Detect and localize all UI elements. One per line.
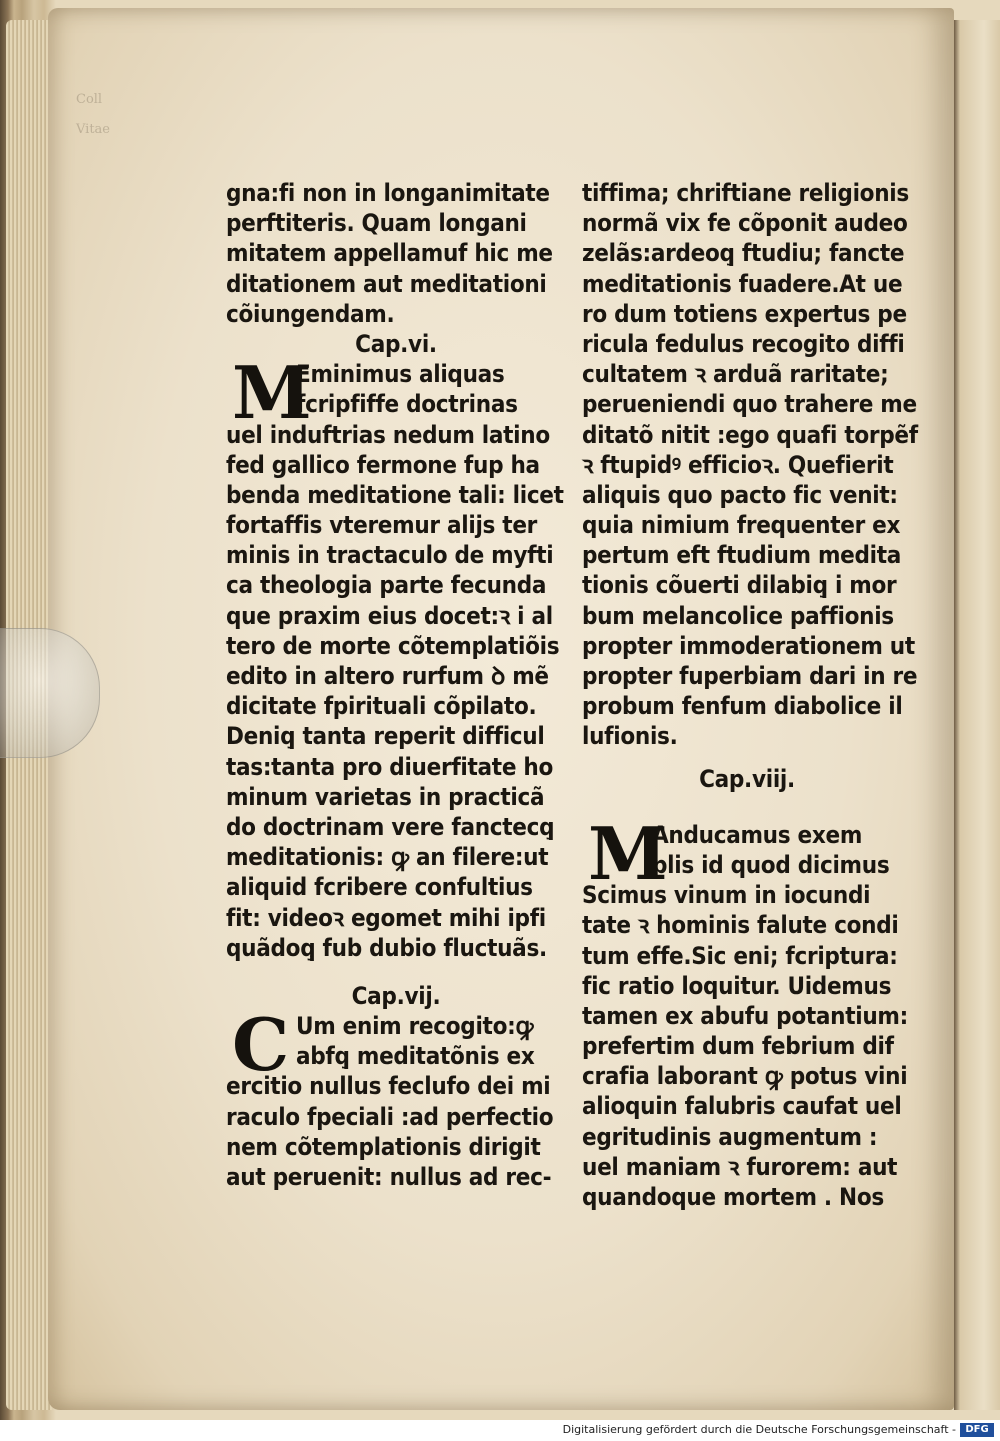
text-line: cultatem ꝛ arduã raritate;: [582, 360, 889, 389]
left-column: [226, 178, 566, 1192]
text-line: ercitio nullus feclufo dei mi: [226, 1072, 551, 1101]
text-line: probum fenfum diabolice il: [582, 692, 903, 721]
chapter-heading: Cap.vi.: [355, 329, 437, 358]
text-line: fcripfiffe doctrinas: [296, 390, 518, 419]
text-line: meditationis fuadere.At ue: [582, 269, 903, 298]
right-column: [582, 178, 918, 1212]
text-line: ꝛ ftupidꝰ efficioꝛ. Quefierit: [582, 450, 894, 479]
text-line: bum melancolice paffionis: [582, 601, 894, 630]
text-line: perueniendi quo trahere me: [582, 390, 917, 419]
text-line: ditatõ nitit :ego quafi torpẽf: [582, 420, 918, 449]
chapter-heading: Cap.viij.: [699, 764, 795, 793]
drop-initial: M: [588, 810, 668, 896]
text-line: pertum eft ftudium medita: [582, 541, 902, 570]
section-viii: [582, 810, 912, 1212]
text-line: tionis cõuerti dilabiq̧ i mor: [582, 571, 897, 600]
text-line: tiffima; chriftiane religionis: [582, 179, 909, 207]
text-line: quandoque mortem . Nos: [582, 1183, 884, 1211]
text-line: minum varietas in practicã: [226, 782, 545, 811]
text-line: Scimus vinum in iocundi: [582, 881, 871, 910]
text-line: fic ratio loquitur. Uidemus: [582, 971, 892, 1000]
text-line: Eminimus aliquas: [296, 360, 505, 389]
text-line: mitatem appellamuf hic me: [226, 239, 553, 268]
text-line: Deniq̧ tanta reperit difficul: [226, 722, 545, 751]
text-line: aliquid fcribere confultius: [226, 873, 533, 902]
text-line: propter immoderationem ut: [582, 631, 915, 660]
text-line: tamen ex abufu potantium:: [582, 1001, 908, 1030]
text-line: fortaffis vteremur alijs ter: [226, 511, 538, 540]
text-line: plis id quod dicimus: [652, 850, 890, 879]
text-line: crafia laborant ꝙ potus vini: [582, 1062, 908, 1091]
text-line: fed gallico fermone fup ha: [226, 450, 540, 479]
next-page-edge: [954, 20, 1000, 1410]
text-line: propter fuperbiam dari in re: [582, 662, 918, 690]
text-line: tero de morte cõtemplatiõis: [226, 631, 560, 660]
text-line: zelãs:ardeoq̧ ftudiu; fancte: [582, 239, 905, 268]
text-line: prefertim dum febrium dif: [582, 1032, 894, 1061]
text-line: benda meditatione tali: licet: [226, 480, 564, 509]
text-line: tum effe.Sic eni; fcriptura:: [582, 941, 898, 970]
section-vi: [226, 350, 566, 963]
margin-note-1: Coll: [76, 92, 103, 107]
text-line: aliquis quo pacto fic venit:: [582, 480, 898, 509]
drop-initial: M: [232, 350, 312, 436]
text-line: que praxim eius docet:ꝛ i al: [226, 601, 553, 630]
text-line: edito in altero rurfum ꝺ mẽ: [226, 662, 549, 690]
text-line: uel maniam ꝛ furorem: aut: [582, 1152, 898, 1181]
text-line: ro dum totiens expertus pe: [582, 299, 907, 328]
funding-notice: Digitalisierung gefördert durch die Deutsche Forschungsgemeinschaft -: [562, 1423, 956, 1436]
text-line: tate ꝛ hominis falute condi: [582, 911, 899, 940]
footer-bar: [0, 1420, 1000, 1441]
text-line: minis in tractaculo de myfti: [226, 541, 554, 570]
text-line: ditationem aut meditationi: [226, 269, 547, 298]
text-line: abfq̧ meditatõnis ex: [296, 1042, 535, 1071]
text-line: nem cõtemplationis dirigit: [226, 1132, 541, 1161]
section-vii: [226, 1002, 566, 1192]
drop-initial: C: [232, 1002, 290, 1088]
text-line: fit: videoꝛ egomet mihi ipfi: [226, 903, 546, 932]
text-line: normã vix fe cõponit audeo: [582, 209, 908, 238]
text-line: Um enim recogito:ꝙ: [296, 1012, 534, 1041]
text-line: raculo fpeciali :ad perfectio: [226, 1102, 554, 1131]
text-line: quãdoq̧ fub dubio fluctuãs.: [226, 933, 547, 962]
text-line: meditationis: ꝙ an filere:ut: [226, 843, 549, 872]
text-line: Anducamus exem: [652, 820, 863, 849]
text-line: alioquin falubris caufat uel: [582, 1092, 902, 1121]
text-line: egritudinis augmentum :: [582, 1122, 878, 1151]
text-line: perftiteris. Quam longani: [226, 209, 527, 238]
text-line: quia nimium frequenter ex: [582, 511, 901, 540]
text-line: uel induftrias nedum latino: [226, 420, 550, 449]
text-line: do doctrinam vere fanctecq̧: [226, 812, 555, 841]
text-line: ricula fedulus recogito diffi: [582, 329, 905, 358]
text-line: cõiungendam.: [226, 299, 395, 328]
chapter-heading: Cap.vij.: [351, 981, 441, 1010]
margin-note-2: Vitae: [76, 122, 110, 137]
dfg-logo: DFG: [960, 1423, 994, 1437]
text-line: lufionis.: [582, 722, 678, 751]
text-line: ca theologia parte fecunda: [226, 571, 547, 600]
text-line: dicitate fpirituali cõpilato.: [226, 692, 537, 721]
text-line: tas:tanta pro diuerfitate ho: [226, 752, 554, 781]
text-line: aut peruenit: nullus ad rec-: [226, 1163, 552, 1191]
text-line: gna:fi non in longanimitate: [226, 179, 550, 207]
